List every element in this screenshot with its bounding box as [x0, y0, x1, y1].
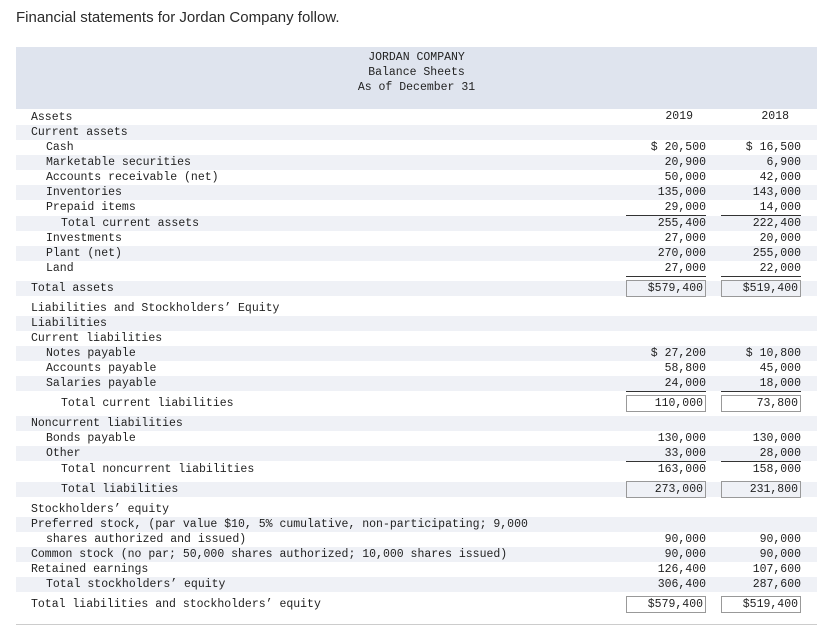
value-2018: 73,800: [721, 395, 801, 412]
value-2018: $519,400: [721, 596, 801, 613]
row-label: Stockholders’ equity: [31, 503, 170, 516]
table-row: [16, 231, 817, 246]
table-row: [16, 517, 817, 532]
table-row: [16, 396, 817, 411]
row-label: Notes payable: [46, 347, 136, 360]
value-2018: 14,000: [721, 200, 801, 216]
statement-date: As of December 31: [357, 81, 476, 94]
table-row: [16, 185, 817, 200]
statement-title: Balance Sheets: [368, 66, 465, 79]
value-2019: 130,000: [657, 432, 706, 445]
row-label: Salaries payable: [46, 377, 157, 390]
table-row: [16, 155, 817, 170]
table-row: [16, 346, 817, 361]
value-2019: 306,400: [657, 578, 706, 591]
row-label: Liabilities: [31, 317, 107, 330]
table-row: [16, 376, 817, 391]
value-2018: 222,400: [752, 217, 801, 230]
value-2018: 255,000: [752, 247, 801, 260]
table-row: [16, 125, 817, 140]
table-row: [16, 502, 817, 517]
row-label: Accounts receivable (net): [46, 171, 219, 184]
company-name: JORDAN COMPANY: [368, 51, 465, 64]
row-label: Marketable securities: [46, 156, 191, 169]
table-row: [16, 301, 817, 316]
table-row: [16, 577, 817, 592]
row-label: Cash: [46, 141, 74, 154]
column-header-2018: 2018: [761, 110, 789, 123]
value-2018: 22,000: [721, 261, 801, 277]
table-row: [16, 281, 817, 296]
value-2019: 33,000: [626, 446, 706, 462]
value-2018: $ 10,800: [745, 347, 801, 360]
row-label: Other: [46, 447, 81, 460]
value-2019: 135,000: [657, 186, 706, 199]
row-label: Current assets: [31, 126, 128, 139]
table-row: [16, 316, 817, 331]
table-row: [16, 110, 817, 125]
value-2018: 107,600: [721, 562, 801, 578]
row-label: Total noncurrent liabilities: [61, 463, 255, 476]
value-2019: 255,400: [657, 217, 706, 230]
value-2018: 143,000: [752, 186, 801, 199]
value-2018: 6,900: [766, 156, 801, 169]
value-2018: 28,000: [721, 446, 801, 462]
row-label: Bonds payable: [46, 432, 136, 445]
value-2018: 158,000: [752, 463, 801, 476]
row-label: Prepaid items: [46, 201, 136, 214]
value-2019: 27,000: [664, 232, 706, 245]
value-2018: 45,000: [759, 362, 801, 375]
value-2018: 130,000: [752, 432, 801, 445]
row-label: Retained earnings: [31, 563, 149, 576]
table-row: [16, 532, 817, 547]
value-2019: 90,000: [664, 548, 706, 561]
row-label: Liabilities and Stockholders’ Equity: [31, 302, 280, 315]
table-row: [16, 597, 817, 612]
value-2019: 20,900: [664, 156, 706, 169]
value-2018: 20,000: [759, 232, 801, 245]
column-header-2019: 2019: [665, 110, 693, 123]
table-row: [16, 416, 817, 431]
value-2019: 270,000: [657, 247, 706, 260]
table-row: [16, 547, 817, 562]
row-label: Preferred stock, (par value $10, 5% cumulative, non-participating; 9,000: [31, 518, 528, 531]
value-2019: $579,400: [626, 280, 706, 297]
row-label: Total assets: [31, 282, 114, 295]
value-2018: 231,800: [721, 481, 801, 498]
table-row: [16, 261, 817, 276]
row-label: Total liabilities and stockholders’ equity: [31, 598, 321, 611]
row-label: Assets: [31, 111, 73, 124]
value-2019: 58,800: [664, 362, 706, 375]
row-label: Total stockholders’ equity: [46, 578, 226, 591]
value-2019: 27,000: [626, 261, 706, 277]
table-row: [16, 482, 817, 497]
table-row: [16, 200, 817, 215]
value-2019: 29,000: [626, 200, 706, 216]
table-row: [16, 361, 817, 376]
table-row: [16, 431, 817, 446]
table-row: [16, 331, 817, 346]
table-row: [16, 462, 817, 477]
table-row: [16, 246, 817, 261]
value-2019: $ 27,200: [650, 347, 706, 360]
value-2019: $579,400: [626, 596, 706, 613]
row-label: Inventories: [46, 186, 122, 199]
value-2018: 90,000: [759, 533, 801, 546]
value-2018: 42,000: [759, 171, 801, 184]
row-label: Accounts payable: [46, 362, 157, 375]
row-label: Total current liabilities: [61, 397, 234, 410]
row-label: Investments: [46, 232, 122, 245]
row-label: Noncurrent liabilities: [31, 417, 183, 430]
row-label: Total liabilities: [61, 483, 179, 496]
table-row: [16, 140, 817, 155]
table-row: [16, 216, 817, 231]
table-row: [16, 562, 817, 577]
value-2018: 287,600: [752, 578, 801, 591]
row-label: shares authorized and issued): [46, 533, 247, 546]
row-label: Land: [46, 262, 74, 275]
row-label: Total current assets: [61, 217, 200, 230]
value-2019: 126,400: [626, 562, 706, 578]
row-label: Plant (net): [46, 247, 122, 260]
value-2019: 110,000: [626, 395, 706, 412]
value-2018: 18,000: [721, 376, 801, 392]
value-2018: $519,400: [721, 280, 801, 297]
value-2018: $ 16,500: [745, 141, 801, 154]
table-row: [16, 446, 817, 461]
value-2019: 273,000: [626, 481, 706, 498]
value-2019: $ 20,500: [650, 141, 706, 154]
value-2019: 163,000: [657, 463, 706, 476]
table-row: [16, 170, 817, 185]
value-2018: 90,000: [759, 548, 801, 561]
row-label: Current liabilities: [31, 332, 163, 345]
row-label: Common stock (no par; 50,000 shares authorized; 10,000 shares issued): [31, 548, 508, 561]
balance-sheet-table: [16, 47, 817, 625]
value-2019: 90,000: [664, 533, 706, 546]
value-2019: 50,000: [664, 171, 706, 184]
intro-text: Financial statements for Jordan Company follow.: [16, 9, 340, 26]
value-2019: 24,000: [626, 376, 706, 392]
table-header: [16, 47, 817, 109]
